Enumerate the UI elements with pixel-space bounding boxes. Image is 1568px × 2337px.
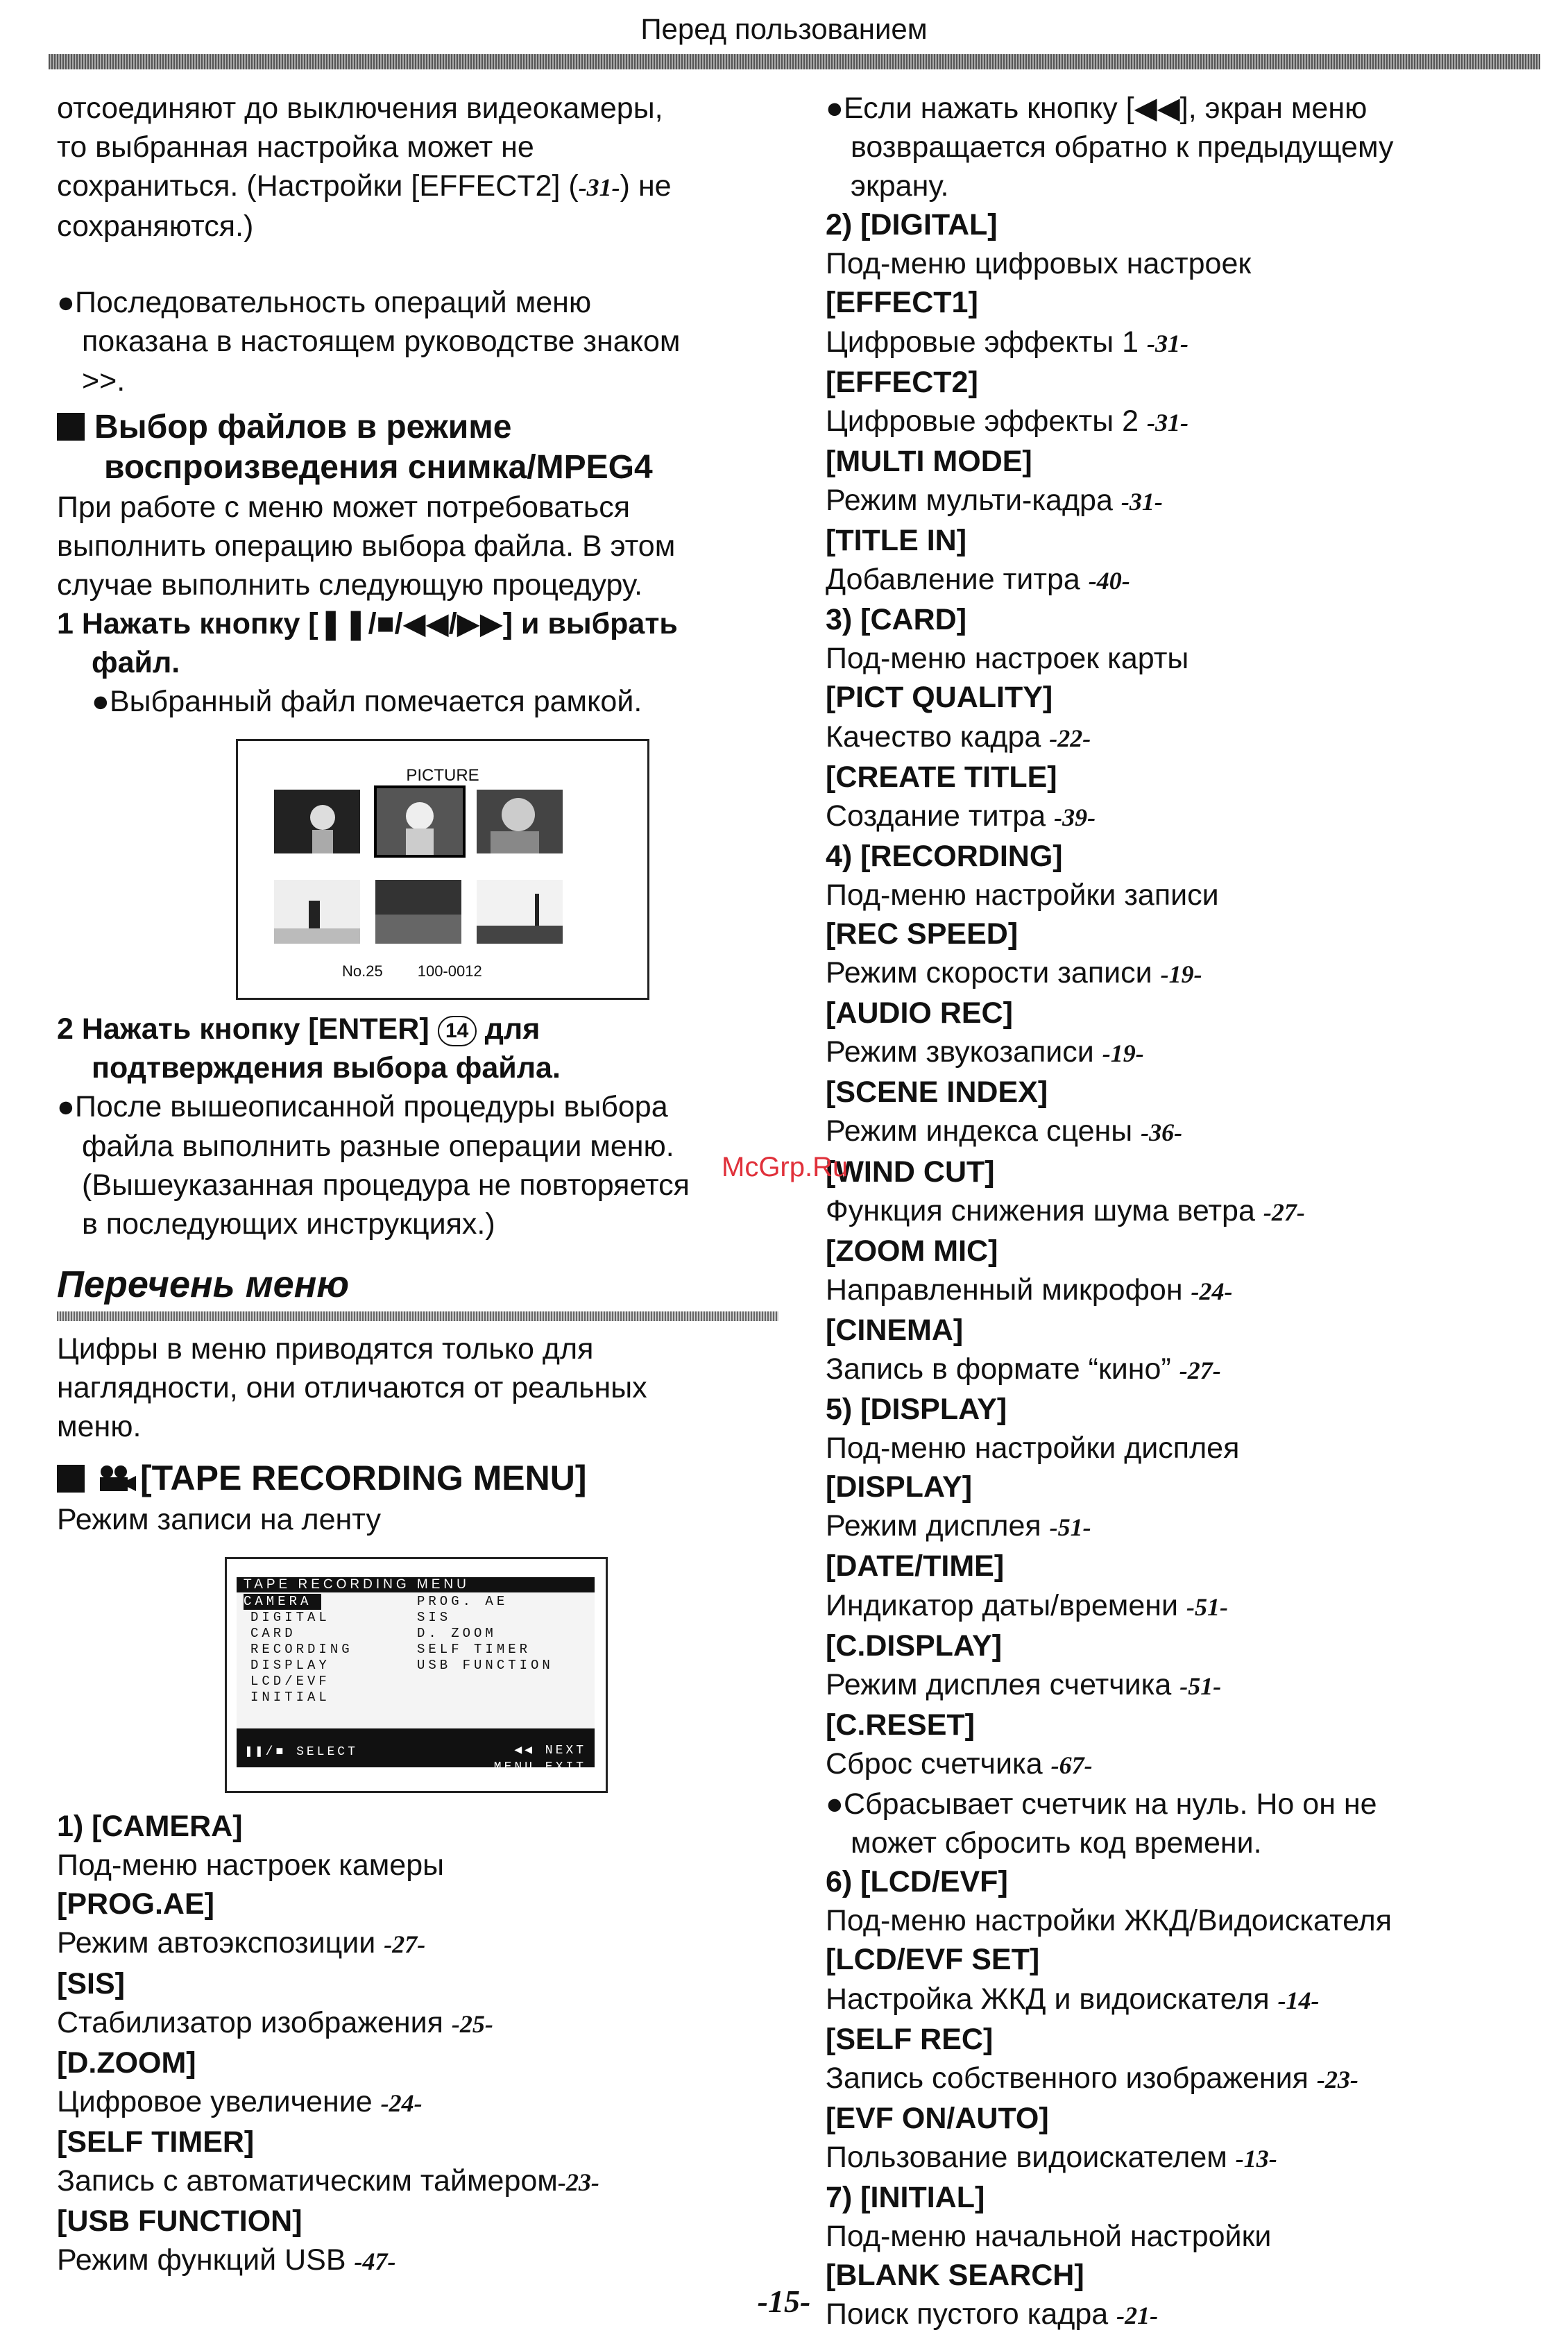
menu-option-description: Под-меню настройки записи	[826, 878, 1219, 912]
menu-option-description: Режим индекса сцены -36-	[826, 1114, 1183, 1148]
menu-list-heading: Перечень меню	[57, 1263, 350, 1305]
page-ref: -22-	[1049, 724, 1091, 752]
menu-option-heading: [REC SPEED]	[826, 917, 1019, 951]
menu-option-heading: [TITLE IN]	[826, 524, 967, 558]
step-1: 1 Нажать кнопку [❚❚/■/◀◀/▶▶] и выбрать	[57, 606, 678, 640]
section-title: Выбор файлов в режиме	[57, 407, 778, 448]
menu-option-heading: [SELF TIMER]	[57, 2125, 255, 2159]
bullet-line: в последующих инструкциях.)	[82, 1207, 495, 1241]
page-ref: -31-	[578, 173, 620, 202]
submenu-number-heading: 2) [DIGITAL]	[826, 208, 998, 242]
menu-option-description: Поиск пустого кадра -21-	[826, 2297, 1159, 2331]
menu-option-description: Режим функций USB -47-	[57, 2243, 396, 2277]
menu-screen	[237, 1577, 595, 1775]
menu-option-description: Цифровое увеличение -24-	[57, 2084, 423, 2118]
page-ref: -51-	[1186, 1592, 1228, 1621]
menu-option-description: Цифровые эффекты 1 -31-	[826, 325, 1188, 359]
page-ref: -27-	[1179, 1357, 1221, 1384]
submenu-number-heading: 4) [RECORDING]	[826, 839, 1063, 873]
page-ref: -19-	[1102, 1039, 1144, 1068]
menu-option-description: Под-меню настроек камеры	[57, 1849, 445, 1883]
page-ref: -13-	[1235, 2144, 1277, 2173]
button-number-circle: 14	[438, 1016, 477, 1046]
thumbnail	[477, 880, 563, 944]
page-ref: -31-	[1120, 487, 1163, 516]
text-line: Цифры в меню приводятся только для	[57, 1332, 594, 1366]
step-1-line2: файл.	[92, 646, 180, 680]
submenu-number-heading: 1) [CAMERA]	[57, 1810, 243, 1844]
menu-option-description: Под-меню настроек карты	[826, 642, 1189, 676]
page-ref: -31-	[1146, 329, 1188, 357]
bullet-line: ●Сбрасывает счетчик на нуль. Но он не	[826, 1787, 1377, 1821]
menu-item: RECORDING	[250, 1642, 353, 1658]
bullet-line: ●Если нажать кнопку [◀◀], экран меню	[826, 92, 1367, 125]
tape-menu-subtitle: Режим записи на ленту	[57, 1503, 381, 1537]
menu-screen-figure	[225, 1557, 608, 1793]
page-ref: -23-	[557, 2168, 599, 2196]
text-line: При работе с меню может потребоваться	[57, 490, 631, 524]
menu-option-description: Создание титра -39-	[826, 799, 1096, 833]
text-line: случае выполнить следующую процедуру.	[57, 568, 643, 602]
page-number: -15-	[757, 2284, 811, 2319]
heading-rule	[57, 1311, 778, 1321]
submenu-item: PROG. AE	[417, 1594, 509, 1610]
square-icon	[57, 413, 85, 441]
menu-option-heading: [PICT QUALITY]	[826, 681, 1053, 715]
page-ref: -40-	[1088, 567, 1130, 595]
submenu-number-heading: 5) [DISPLAY]	[826, 1393, 1007, 1427]
menu-option-heading: [SIS]	[57, 1966, 125, 2000]
menu-item: CARD	[250, 1626, 296, 1642]
menu-option-heading: [D.ZOOM]	[57, 2046, 196, 2080]
menu-option-description: Направленный микрофон -24-	[826, 1273, 1233, 1307]
page-ref: -47-	[354, 2247, 396, 2276]
page-ref: -19-	[1160, 960, 1202, 989]
menu-option-description: Запись в формате “кино” -27-	[826, 1352, 1221, 1386]
menu-option-heading: [WIND CUT]	[826, 1155, 995, 1189]
menu-option-heading: [DATE/TIME]	[826, 1549, 1005, 1583]
menu-option-description: Режим скорости записи -19-	[826, 956, 1202, 990]
submenu-number-heading: 3) [CARD]	[826, 603, 967, 637]
menu-option-heading: [SELF REC]	[826, 2022, 994, 2056]
menu-item-selected: CAMERA	[244, 1594, 321, 1610]
bullet-line: (Вышеуказанная процедура не повторяется	[82, 1168, 690, 1202]
page-ref: -31-	[1146, 408, 1188, 436]
bullet-line: экрану.	[851, 169, 949, 203]
bullet-line: ●После вышеописанной процедуры выбора	[57, 1090, 668, 1124]
menu-option-heading: [C.RESET]	[826, 1708, 975, 1742]
page-ref: -36-	[1141, 1119, 1183, 1147]
menu-option-description: Под-меню начальной настройки	[826, 2220, 1272, 2254]
menu-option-description: Режим звукозаписи -19-	[826, 1035, 1144, 1069]
menu-option-description: Стабилизатор изображения -25-	[57, 2005, 493, 2039]
selected-thumbnail	[374, 785, 466, 858]
menu-option-heading: [BLANK SEARCH]	[826, 2259, 1084, 2293]
text-line: выполнить операцию выбора файла. В этом	[57, 529, 676, 563]
page-ref: -39-	[1054, 803, 1096, 831]
menu-item: DIGITAL	[250, 1610, 330, 1626]
menu-option-description: Запись с автоматическим таймером-23-	[57, 2164, 599, 2198]
menu-item: DISPLAY	[250, 1658, 330, 1674]
square-icon	[57, 1465, 85, 1493]
menu-option-heading: [AUDIO REC]	[826, 996, 1013, 1030]
text-line: сохраняются.)	[57, 210, 254, 244]
menu-option-heading: [USB FUNCTION]	[57, 2204, 302, 2238]
right-column	[826, 89, 1547, 2335]
menu-option-description: Под-меню настройки дисплея	[826, 1431, 1240, 1465]
bullet-line: ●Последовательность операций меню	[57, 286, 592, 320]
menu-option-description: Цифровые эффекты 2 -31-	[826, 404, 1188, 438]
bullet-line: показана в настоящем руководстве знаком	[82, 325, 681, 359]
menu-option-heading: [LCD/EVF SET]	[826, 1943, 1040, 1977]
menu-screen-footer: ❚❚/■ SELECT ◀◀ NEXT MENU EXIT	[237, 1728, 595, 1767]
menu-option-description: Под-меню цифровых настроек	[826, 247, 1252, 281]
header-title: Перед пользованием	[640, 12, 928, 45]
camera-menu-list	[57, 1807, 778, 2281]
picture-footer: No.25 100-0012	[342, 962, 482, 980]
section-title-line2: воспроизведения снимка/MPEG4	[104, 448, 653, 486]
text-line: то выбранная настройка может не	[57, 130, 534, 164]
menu-option-heading: [CINEMA]	[826, 1313, 964, 1347]
menu-option-description: Добавление титра -40-	[826, 563, 1130, 597]
submenu-number-heading: 6) [LCD/EVF]	[826, 1865, 1008, 1899]
page-ref: -23-	[1316, 2065, 1358, 2093]
page-ref: -24-	[1191, 1277, 1233, 1305]
header-rule	[49, 54, 1540, 69]
text-line: меню.	[57, 1409, 142, 1443]
page-ref: -51-	[1179, 1672, 1222, 1700]
menu-option-heading: [DISPLAY]	[826, 1470, 973, 1504]
menu-option-heading: [SCENE INDEX]	[826, 1076, 1048, 1110]
thumbnail	[274, 790, 360, 853]
menu-option-description: Режим дисплея счетчика -51-	[826, 1667, 1222, 1701]
menu-option-description: Пользование видоискателем -13-	[826, 2140, 1277, 2174]
submenu-item: USB FUNCTION	[417, 1658, 554, 1674]
picture-title: PICTURE	[406, 766, 479, 785]
page-ref: -14-	[1277, 1986, 1320, 2014]
page-ref: -51-	[1049, 1513, 1091, 1542]
menu-option-description: Запись собственного изображения -23-	[826, 2061, 1358, 2095]
thumbnail	[375, 880, 461, 944]
menu-screen-title: TAPE RECORDING MENU	[237, 1577, 595, 1592]
text-line: отсоединяют до выключения видеокамеры,	[57, 92, 663, 125]
picture-figure	[236, 739, 649, 1000]
menu-option-description: Функция снижения шума ветра -27-	[826, 1193, 1305, 1227]
menu-option-heading: [EVF ON/AUTO]	[826, 2101, 1049, 2135]
step-1-note: ●Выбранный файл помечается рамкой.	[92, 685, 642, 719]
menu-option-heading: [MULTI MODE]	[826, 444, 1032, 478]
camera-icon	[94, 1465, 137, 1493]
menu-option-description: Сброс счетчика -67-	[826, 1747, 1093, 1781]
watermark: McGrp.Ru	[722, 1152, 849, 1182]
page-ref: -67-	[1050, 1751, 1093, 1779]
menu-item: LCD/EVF	[250, 1674, 330, 1690]
bullet-line: >>.	[82, 364, 126, 398]
submenu-item: SIS	[417, 1610, 452, 1626]
step-2-line2: подтверждения выбора файла.	[92, 1051, 561, 1085]
menu-option-heading: [ZOOM MIC]	[826, 1234, 998, 1268]
tape-menu-heading: [TAPE RECORDING MENU]	[57, 1456, 778, 1500]
menu-option-description: Настройка ЖКД и видоискателя -14-	[826, 1982, 1320, 2016]
page-ref: -27-	[384, 1930, 426, 1959]
menu-option-description: Под-меню настройки ЖКД/Видоискателя	[826, 1904, 1392, 1938]
menu-option-description: Режим дисплея -51-	[826, 1509, 1091, 1543]
text-line: сохраниться. (Настройки [EFFECT2] (-31-) не	[57, 169, 672, 203]
menu-option-heading: [PROG.AE]	[57, 1887, 214, 1921]
page-ref: -27-	[1263, 1198, 1305, 1226]
menu-option-description: Режим мульти-кадра -31-	[826, 483, 1163, 517]
thumbnail	[477, 790, 563, 853]
menu-option-description: Индикатор даты/времени -51-	[826, 1588, 1228, 1622]
menu-item: INITIAL	[250, 1690, 330, 1706]
step-2: 2 Нажать кнопку [ENTER] 14 для	[57, 1012, 540, 1046]
menu-option-heading: [EFFECT1]	[826, 286, 978, 320]
bullet-line: возвращается обратно к предыдущему	[851, 130, 1394, 164]
menu-option-description: Режим автоэкспозиции -27-	[57, 1926, 426, 1960]
submenu-item: SELF TIMER	[417, 1642, 531, 1658]
thumbnail	[274, 880, 360, 944]
submenu-item: D. ZOOM	[417, 1626, 497, 1642]
left-column	[57, 89, 778, 2281]
page-ref: -24-	[380, 2089, 423, 2117]
text-line: наглядности, они отличаются от реальных	[57, 1370, 647, 1404]
page-ref: -25-	[451, 2009, 493, 2038]
menu-option-description: Качество кадра -22-	[826, 720, 1091, 754]
menu-option-heading: [EFFECT2]	[826, 365, 978, 399]
menu-option-heading: [CREATE TITLE]	[826, 760, 1057, 794]
menu-option-heading: [C.DISPLAY]	[826, 1629, 1003, 1663]
page-ref: -21-	[1116, 2302, 1159, 2330]
submenu-number-heading: 7) [INITIAL]	[826, 2180, 985, 2214]
bullet-line: файла выполнить разные операции меню.	[82, 1129, 674, 1163]
bullet-line: может сбросить код времени.	[851, 1826, 1262, 1860]
